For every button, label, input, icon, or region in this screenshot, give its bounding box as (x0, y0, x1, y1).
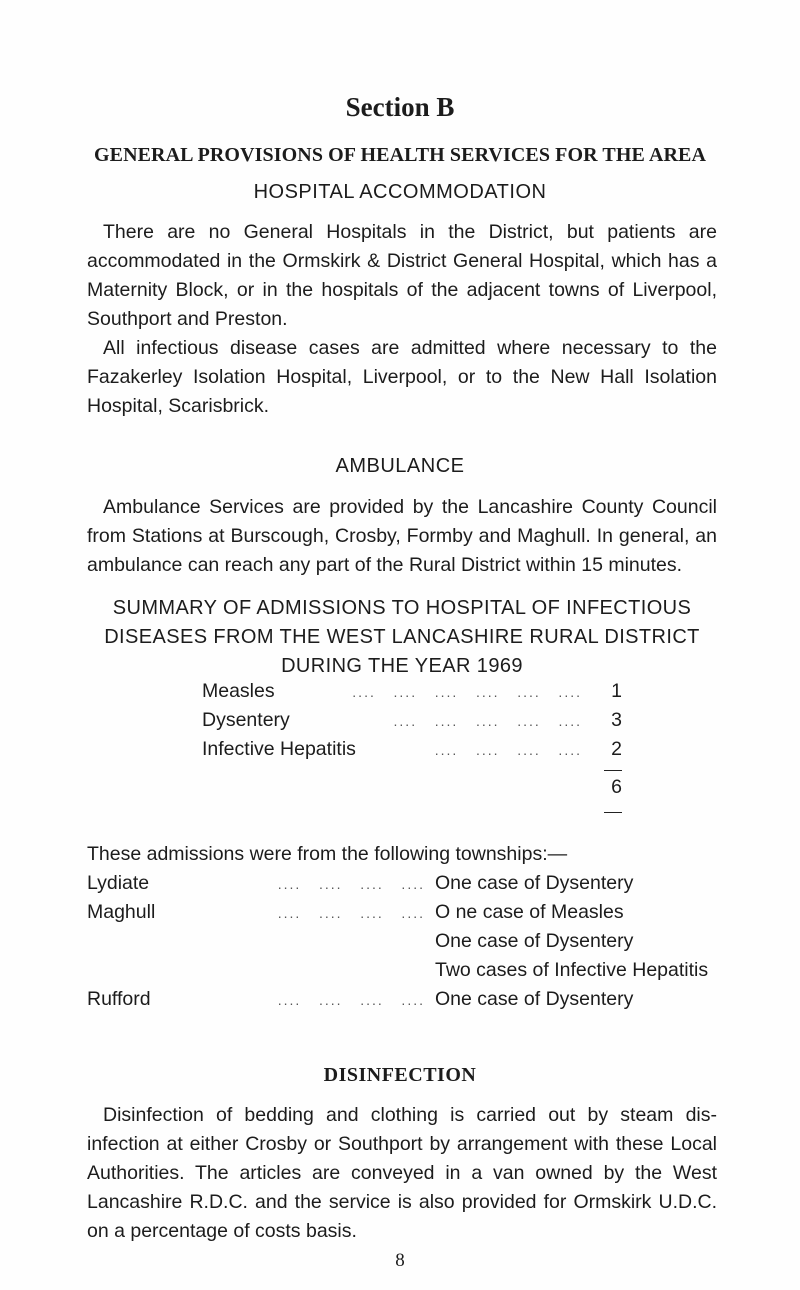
ambulance-paragraph: Ambulance Services are provided by the Lancashire County Council from Stations at Burscough, Crosby, Formby and Maghull. In general, an ambulance can reach any part of the Rural District within 15 minutes. (87, 496, 717, 576)
township-cases: O ne case of Measles (435, 901, 624, 923)
disease-row-dysentery (202, 709, 622, 738)
township-row-maghull-3 (87, 959, 727, 988)
total-rule-bottom (604, 812, 622, 813)
disease-name: Measles (202, 680, 275, 702)
disinfection-paragraph: Disinfection of bedding and clothing is carried out by steam dis- infection at either Crosby or Southport by arrangement with these Local Authorities. The articles are conveyed in a van owned by the West Lancashire R.D.C. and the service is also provided for Ormskirk U.D.C. on a percentage of costs basis. (87, 1104, 717, 1242)
township-name: Lydiate (87, 872, 150, 894)
leader-dots: .... .... .... .... .... (393, 713, 582, 729)
townships-intro: These admissions were from the following townships:— (87, 843, 568, 865)
page-number: 8 (395, 1250, 405, 1271)
disinfection-heading: DISINFECTION (323, 1064, 477, 1086)
township-cases: One case of Dysentery (435, 872, 634, 894)
disease-row-measles (202, 680, 622, 709)
total-rule-top (604, 770, 622, 771)
leader-dots: .... .... .... .... .... .... (352, 684, 582, 700)
township-row-rufford (87, 988, 727, 1017)
township-row-maghull (87, 901, 727, 930)
leader-dots: .... .... .... .... (277, 992, 425, 1008)
leader-dots: .... .... .... .... (434, 742, 582, 758)
leader-dots: .... .... .... .... (277, 876, 425, 892)
area-title: GENERAL PROVISIONS OF HEALTH SERVICES FOR THE AREA (93, 144, 707, 166)
total-count: 6 (611, 776, 622, 798)
hospital-paragraph-1: There are no General Hospitals in the District, but patients are accommodated in the Ormskirk & District General Hospital, which has a Maternity Block, or in the hospitals of the adjacent towns of Liverpool, Southport and Preston. (87, 221, 717, 330)
township-cases: One case of Dysentery (435, 930, 634, 952)
disease-name: Infective Hepatitis (202, 738, 356, 760)
disease-count: 1 (611, 680, 622, 702)
township-name: Rufford (87, 988, 151, 1010)
township-row-lydiate (87, 872, 727, 901)
hospital-paragraph-2: All infectious disease cases are admitted where necessary to the Fazakerley Isolation Hospital, Liverpool, or to the New Hall Isolation Hospital, Scarisbrick. (87, 337, 717, 417)
disease-count: 2 (611, 738, 622, 760)
disease-name: Dysentery (202, 709, 290, 731)
township-cases: One case of Dysentery (435, 988, 634, 1010)
leader-dots: .... .... .... .... (277, 905, 425, 921)
township-cases: Two cases of Infective Hepatitis (435, 959, 709, 981)
township-row-maghull-2 (87, 930, 727, 959)
hospital-heading: HOSPITAL ACCOMMODATION (253, 181, 547, 203)
disease-row-hepatitis (202, 738, 622, 767)
disease-count: 3 (611, 709, 622, 731)
township-name: Maghull (87, 901, 156, 923)
summary-heading: SUMMARY OF ADMISSIONS TO HOSPITAL OF INFECTIOUS DISEASES FROM THE WEST LANCASHIRE RURAL DISTRICT DURING THE YEAR 1969 (104, 597, 700, 677)
section-title: Section B (345, 92, 455, 122)
ambulance-heading: AMBULANCE (335, 455, 465, 477)
